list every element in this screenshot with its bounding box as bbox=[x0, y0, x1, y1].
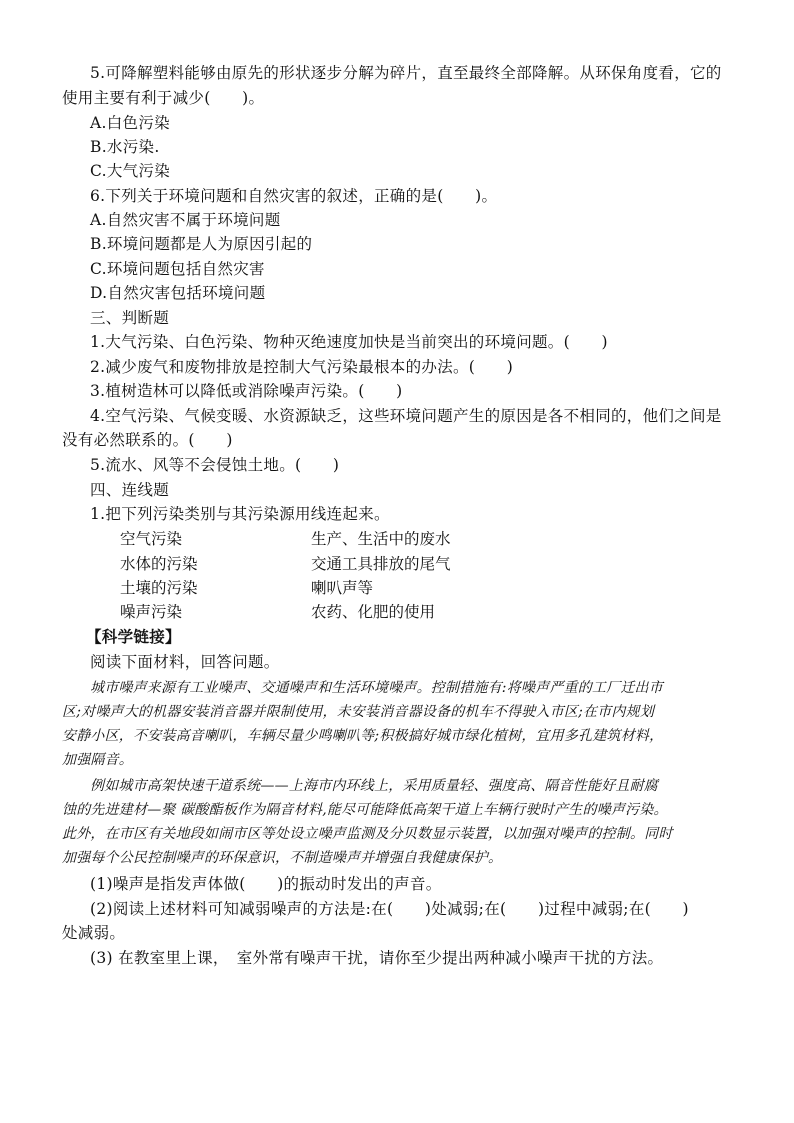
judge-item-2: 2.减少废气和废物排放是控制大气污染最根本的办法。( ) bbox=[90, 358, 514, 376]
match-left-4: 噪声污染 bbox=[120, 603, 183, 621]
match-right-3: 喇叭声等 bbox=[311, 579, 374, 597]
passage1-line1: 城市噪声来源有工业噪声、交通噪声和生活环境噪声。控制措施有:将噪声严重的工厂迁出市 bbox=[90, 680, 663, 696]
passage2-line1: 例如城市高架快速干道系统——上海市内环线上，采用质量轻、强度高、隔音性能好且耐腐 bbox=[90, 778, 658, 794]
science-link-heading: 【科学链接】 bbox=[86, 627, 181, 646]
passage2-line3: 此外，在市区有关地段如闹市区等处设立噪声监测及分贝数显示装置，以加强对噪声的控制。同时 bbox=[62, 826, 673, 842]
passage1-line4: 加强隔音。 bbox=[62, 752, 133, 768]
q6-stem: 6.下列关于环境问题和自然灾害的叙述，正确的是( )。 bbox=[90, 187, 498, 205]
judge-item-4-line1: 4.空气污染、气候变暖、水资源缺乏，这些环境问题产生的原因是各不相同的，他们之间是 bbox=[90, 407, 722, 425]
link-question-2-line1: (2)阅读上述材料可知减弱噪声的方法是:在( )处减弱;在( )过程中减弱;在( ) bbox=[90, 900, 689, 918]
matching-instruction: 1.把下列污染类别与其污染源用线连起来。 bbox=[90, 505, 390, 523]
match-right-4: 农药、化肥的使用 bbox=[311, 603, 436, 621]
q5-option-c: C.大气污染 bbox=[90, 162, 171, 180]
match-left-3: 土壤的污染 bbox=[120, 579, 198, 597]
q5-option-b: B.水污染. bbox=[90, 138, 160, 156]
passage2-line2: 蚀的先进建材—聚 碳酸酯板作为隔音材料,能尽可能降低高架干道上车辆行驶时产生的噪声污染。 bbox=[62, 802, 668, 818]
judge-item-4-line2: 没有必然联系的。( ) bbox=[62, 431, 233, 449]
q6-option-b: B.环境问题都是人为原因引起的 bbox=[90, 235, 313, 253]
passage1-line2: 区;对噪声大的机器安装消音器并限制使用，未安装消音器设备的机车不得驶入市区;在市内规划 bbox=[62, 704, 655, 720]
match-right-2: 交通工具排放的尾气 bbox=[311, 555, 451, 573]
judge-item-1: 1.大气污染、白色污染、物种灭绝速度加快是当前突出的环境问题。( ) bbox=[90, 333, 608, 351]
judge-item-3: 3.植树造林可以降低或消除噪声污染。( ) bbox=[90, 382, 403, 400]
reading-passage-1 bbox=[62, 676, 742, 772]
passage1-line3: 安静小区，不安装高音喇叭，车辆尽量少鸣喇叭等;积极搞好城市绿化植树，宜用多孔建筑材料， bbox=[62, 728, 664, 744]
q5-option-a: A.白色污染 bbox=[90, 114, 170, 132]
section4-heading: 四、连线题 bbox=[90, 481, 170, 499]
link-question-1: (1)噪声是指发声体做( )的振动时发出的声音。 bbox=[90, 875, 442, 893]
link-question-2-line2: 处减弱。 bbox=[62, 924, 126, 942]
match-left-2: 水体的污染 bbox=[120, 555, 198, 573]
match-right-1: 生产、生活中的废水 bbox=[311, 530, 451, 548]
passage2-line4: 加强每个公民控制噪声的环保意识，不制造噪声并增强自我健康保护。 bbox=[62, 850, 503, 866]
q6-option-c: C.环境问题包括自然灾害 bbox=[90, 260, 265, 278]
reading-prompt: 阅读下面材料，回答问题。 bbox=[90, 653, 280, 671]
section3-heading: 三、判断题 bbox=[90, 309, 170, 327]
match-left-1: 空气污染 bbox=[120, 530, 183, 548]
q5-stem-line2: 使用主要有利于减少( )。 bbox=[62, 89, 265, 107]
link-question-3: (3) 在教室里上课， 室外常有噪声干扰，请你至少提出两种减小噪声干扰的方法。 bbox=[90, 949, 664, 967]
q6-option-a: A.自然灾害不属于环境问题 bbox=[90, 211, 281, 229]
judge-item-5: 5.流水、风等不会侵蚀土地。( ) bbox=[90, 456, 340, 474]
q6-option-d: D.自然灾害包括环境问题 bbox=[90, 284, 266, 302]
q5-stem-line1: 5.可降解塑料能够由原先的形状逐步分解为碎片，直至最终全部降解。从环保角度看，它的 bbox=[90, 64, 722, 82]
reading-passage-2 bbox=[62, 774, 742, 870]
